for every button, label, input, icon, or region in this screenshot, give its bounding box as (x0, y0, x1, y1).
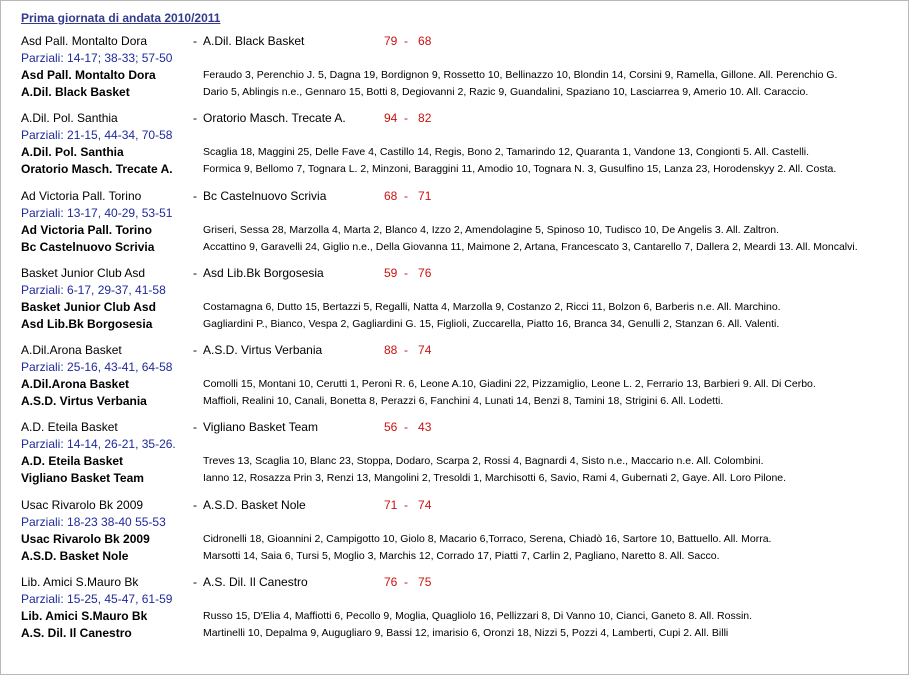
final-score: 71 - 74 (384, 498, 432, 512)
final-score: 94 - 82 (384, 111, 432, 125)
home-team: Asd Pall. Montalto Dora (21, 34, 148, 48)
match-block (0, 33, 909, 110)
home-team: A.D. Eteila Basket (21, 420, 118, 434)
final-score: 88 - 74 (384, 343, 432, 357)
home-players: Scaglia 18, Maggini 25, Delle Fave 4, Castillo 14, Regis, Bono 2, Tamarindo 12, Quaranta 1, Vandone 13, Congionti 5. All. Castelli. (203, 146, 810, 158)
versus-dash: - (193, 498, 197, 512)
quarter-partials: Parziali: 15-25, 45-47, 61-59 (21, 592, 173, 606)
away-team-label: A.S. Dil. Il Canestro (21, 626, 132, 640)
away-team: A.S.D. Virtus Verbania (203, 343, 323, 357)
away-team: A.S. Dil. Il Canestro (203, 575, 308, 589)
home-players: Feraudo 3, Perenchio J. 5, Dagna 19, Bordignon 9, Rossetto 10, Bellinazzo 10, Blondin 14, Corsini 9, Ramella, Gillone. All. Perenchio G. (203, 69, 838, 81)
quarter-partials: Parziali: 6-17, 29-37, 41-58 (21, 283, 166, 297)
away-players: Ianno 12, Rosazza Prin 3, Renzi 13, Mangolini 2, Tresoldi 1, Marchisotti 6, Savio, Rami 4, Gubernati 2, Gaye. All. Loro Pilone. (203, 472, 787, 484)
away-team-label: Oratorio Masch. Trecate A. (21, 162, 173, 176)
final-score: 56 - 43 (384, 420, 432, 434)
versus-dash: - (193, 34, 197, 48)
away-team: A.Dil. Black Basket (203, 34, 305, 48)
away-players: Dario 5, Ablingis n.e., Gennaro 15, Botti 8, Degiovanni 2, Razic 9, Guandalini, Spaziano 10, Lasciarrea 9, Amerio 10. All. Caraccio. (203, 86, 809, 98)
home-players: Cidronelli 18, Gioannini 2, Campigotto 10, Giolo 8, Macario 6,Torraco, Serena, Chiadò 16, Sartore 10, Battuello. All. Morra. (203, 533, 772, 545)
home-team: Lib. Amici S.Mauro Bk (21, 575, 139, 589)
away-players: Martinelli 10, Depalma 9, Augugliaro 9, Bassi 12, imarisio 6, Oronzi 18, Nizzi 5, Pozzi 4, Lamberti, Cupi 2. All. Billi (203, 627, 729, 639)
home-team-label: A.Dil. Pol. Santhia (21, 145, 124, 159)
home-team-label: A.D. Eteila Basket (21, 454, 124, 468)
home-team-label: Lib. Amici S.Mauro Bk (21, 609, 148, 623)
away-team-label: Asd Lib.Bk Borgosesia (21, 317, 153, 331)
page-title: Prima giornata di andata 2010/2011 (21, 11, 221, 25)
match-block (0, 342, 909, 419)
away-players: Accattino 9, Garavelli 24, Giglio n.e., Della Giovanna 11, Maimone 2, Artana, Francescato 3, Cantarello 7, Dallera 2, Meardi 13. All. Moncalvi. (203, 241, 858, 253)
final-score: 79 - 68 (384, 34, 432, 48)
home-team-label: A.Dil.Arona Basket (21, 377, 130, 391)
away-players: Marsotti 14, Saia 6, Tursi 5, Moglio 3, Marchis 12, Corrado 17, Piatti 7, Carlin 2, Pagliano, Naretto 8. All. Sacco. (203, 550, 720, 562)
home-team-label: Basket Junior Club Asd (21, 300, 156, 314)
away-team: Oratorio Masch. Trecate A. (203, 111, 346, 125)
match-block (0, 419, 909, 496)
away-team-label: A.Dil. Black Basket (21, 85, 130, 99)
match-block (0, 574, 909, 651)
quarter-partials: Parziali: 14-17; 38-33; 57-50 (21, 51, 173, 65)
versus-dash: - (193, 189, 197, 203)
away-team-label: A.S.D. Basket Nole (21, 549, 129, 563)
quarter-partials: Parziali: 14-14, 26-21, 35-26. (21, 437, 176, 451)
home-players: Russo 15, D'Elia 4, Maffiotti 6, Pecollo 9, Moglia, Quagliolo 16, Pellizzari 8, Di Vanno 10, Cianci, Ganeto 8. All. Rossin. (203, 610, 753, 622)
final-score: 68 - 71 (384, 189, 432, 203)
match-block (0, 110, 909, 187)
versus-dash: - (193, 111, 197, 125)
quarter-partials: Parziali: 21-15, 44-34, 70-58 (21, 128, 173, 142)
away-team: A.S.D. Basket Nole (203, 498, 306, 512)
away-team: Asd Lib.Bk Borgosesia (203, 266, 324, 280)
versus-dash: - (193, 343, 197, 357)
away-team: Bc Castelnuovo Scrivia (203, 189, 327, 203)
away-team-label: Vigliano Basket Team (21, 471, 144, 485)
away-players: Maffioli, Realini 10, Canali, Bonetta 8, Perazzi 6, Fanchini 4, Lunati 14, Benzi 8, Tamini 18, Strigini 6. All. Lodetti. (203, 395, 724, 407)
away-players: Gagliardini P., Bianco, Vespa 2, Gagliardini G. 15, Figlioli, Zuccarella, Piatto 16, Branca 34, Genulli 2, Stanzan 6. All. Valenti. (203, 318, 780, 330)
match-block (0, 497, 909, 574)
home-team-label: Asd Pall. Montalto Dora (21, 68, 156, 82)
match-block (0, 188, 909, 265)
home-team: Basket Junior Club Asd (21, 266, 146, 280)
home-team: A.Dil.Arona Basket (21, 343, 122, 357)
quarter-partials: Parziali: 18-23 38-40 55-53 (21, 515, 166, 529)
home-team: Ad Victoria Pall. Torino (21, 189, 142, 203)
home-players: Comolli 15, Montani 10, Cerutti 1, Peroni R. 6, Leone A.10, Giadini 22, Pizzamiglio, Leone L. 2, Ferrario 13, Barbieri 9. All. Di Cerbo. (203, 378, 816, 390)
away-team-label: Bc Castelnuovo Scrivia (21, 240, 155, 254)
quarter-partials: Parziali: 25-16, 43-41, 64-58 (21, 360, 173, 374)
home-team: A.Dil. Pol. Santhia (21, 111, 118, 125)
versus-dash: - (193, 266, 197, 280)
home-players: Griseri, Sessa 28, Marzolla 4, Marta 2, Blanco 4, Izzo 2, Amendolagine 5, Spinoso 10, Tudisco 10, De Angelis 3. All. Zaltron. (203, 224, 780, 236)
match-block (0, 265, 909, 342)
away-players: Formica 9, Bellomo 7, Tognara L. 2, Minzoni, Baraggini 11, Amodio 10, Tognara N. 3, Gusulfino 15, Lanza 23, Horodenskyy 2. All. Costa. (203, 163, 837, 175)
final-score: 76 - 75 (384, 575, 432, 589)
versus-dash: - (193, 420, 197, 434)
away-team: Vigliano Basket Team (203, 420, 318, 434)
home-players: Costamagna 6, Dutto 15, Bertazzi 5, Regalli, Natta 4, Marzolla 9, Costanzo 2, Ricci 11, Bolzon 6, Barberis n.e. All. Marchino. (203, 301, 781, 313)
away-team-label: A.S.D. Virtus Verbania (21, 394, 147, 408)
home-players: Treves 13, Scaglia 10, Blanc 23, Stoppa, Dodaro, Scarpa 2, Rossi 4, Bagnardi 4, Sisto n.e., Maccario n.e. All. Colombini. (203, 455, 764, 467)
quarter-partials: Parziali: 13-17, 40-29, 53-51 (21, 206, 173, 220)
home-team-label: Ad Victoria Pall. Torino (21, 223, 152, 237)
final-score: 59 - 76 (384, 266, 432, 280)
home-team: Usac Rivarolo Bk 2009 (21, 498, 144, 512)
home-team-label: Usac Rivarolo Bk 2009 (21, 532, 150, 546)
versus-dash: - (193, 575, 197, 589)
